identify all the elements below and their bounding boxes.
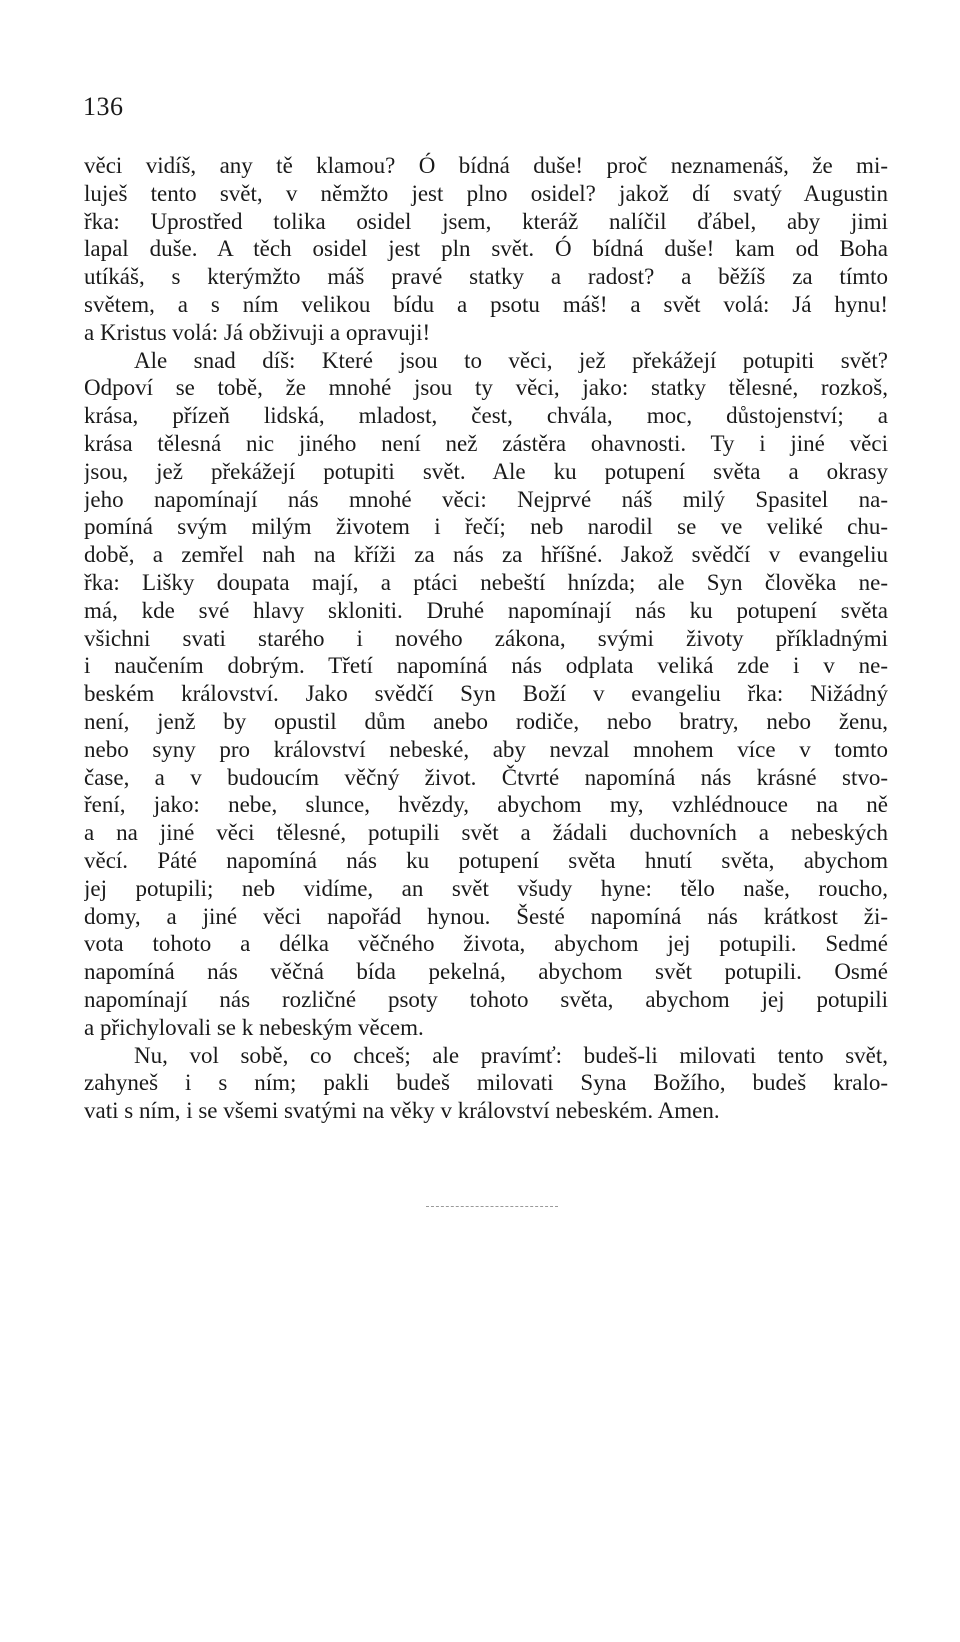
paragraph-start-line: Nu, vol sobě, co chceš; ale pravímť: budeš-li milovati tento svět, [134, 1042, 888, 1068]
text-line: světem, a s ním velikou bídu a psotu máš! a svět volá: Já hynu! [84, 291, 888, 317]
text-line: řka: Uprostřed tolika osidel jsem, kteráž nalíčil ďábel, aby jimi [84, 208, 888, 234]
paragraph-start-line: Ale snad díš: Které jsou to věci, jež překážejí potupiti svět? [134, 347, 888, 373]
end-divider [426, 1206, 558, 1207]
text-line: napomínají nás rozličné psoty tohoto světa, abychom jej potupili [84, 986, 888, 1012]
text-line: jsou, jež překážejí potupiti svět. Ale ku potupení světa a okrasy [84, 458, 888, 484]
text-line: ření, jako: nebe, slunce, hvězdy, abychom my, vzhlédnouce na ně [84, 792, 888, 818]
text-line: zahyneš i s ním; pakli budeš milovati Syna Božího, budeš kralo- [84, 1070, 888, 1096]
page-number: 136 [83, 92, 124, 121]
text-line: všichni svati starého i nového zákona, svými životy příkladnými [84, 625, 888, 651]
text-line: době, a zemřel nah na kříži za nás za hříšné. Jakož svědčí v evangeliu [84, 542, 888, 568]
text-line: luješ tento svět, v němžto jest plno osidel? jakož dí svatý Augustin [84, 180, 888, 206]
text-line: má, kde své hlavy skloniti. Druhé napomínají nás ku potupení světa [84, 597, 888, 623]
text-line: domy, a jiné věci napořád hynou. Šesté napomíná nás krátkost ži- [84, 903, 888, 929]
text-line: lapal duše. A těch osidel jest pln svět. Ó bídná duše! kam od Boha [84, 236, 888, 262]
text-line: i naučením dobrým. Třetí napomíná nás odplata veliká zde i v ne- [84, 653, 888, 679]
text-line: vati s ním, i se všemi svatými na věky v království nebeském. Amen. [84, 1098, 720, 1124]
text-line: a na jiné věci tělesné, potupili svět a žádali duchovních a nebeských [84, 820, 888, 846]
text-line: a přichylovali se k nebeským věcem. [84, 1014, 424, 1040]
text-line: čase, a v budoucím věčný život. Čtvrté napomíná nás krásné stvo- [84, 764, 888, 790]
text-line: není, jenž by opustil dům anebo rodiče, nebo bratry, nebo ženu, [84, 708, 888, 734]
body-text [84, 152, 888, 1125]
text-line: jeho napomínají nás mnohé věci: Nejprvé náš milý Spasitel na- [84, 486, 888, 512]
text-line: utíkáš, s kterýmžto máš pravé statky a radost? a běžíš za tímto [84, 264, 888, 290]
text-line: vota tohoto a délka věčného života, abychom jej potupili. Sedmé [84, 931, 888, 957]
text-line: napomíná nás věčná bída pekelná, abychom svět potupili. Osmé [84, 959, 888, 985]
text-line: jej potupili; neb vidíme, an svět všudy hyne: tělo naše, roucho, [84, 875, 888, 901]
text-line: beském království. Jako svědčí Syn Boží v evangeliu řka: Nižádný [84, 681, 888, 707]
text-line: a Kristus volá: Já obživuji a opravuji! [84, 319, 431, 345]
text-line: Odpoví se tobě, že mnohé jsou ty věci, jako: statky tělesné, rozkoš, [84, 375, 888, 401]
text-line: věci vidíš, any tě klamou? Ó bídná duše! proč neznamenáš, že mi- [84, 153, 888, 178]
text-line: krása, přízeň lidská, mladost, čest, chvála, moc, důstojenství; a [84, 403, 888, 429]
text-line: věcí. Páté napomíná nás ku potupení světa hnutí světa, abychom [84, 847, 888, 873]
text-line: pomíná svým milým životem i řečí; neb narodil se ve veliké chu- [84, 514, 888, 540]
text-line: nebo syny pro království nebeské, aby nevzal mnohem více v tomto [84, 736, 888, 762]
text-line: krása tělesná nic jiného není než zástěra ohavnosti. Ty i jiné věci [84, 430, 888, 456]
text-line: řka: Lišky doupata mají, a ptáci nebeští hnízda; ale Syn člověka ne- [84, 569, 888, 595]
